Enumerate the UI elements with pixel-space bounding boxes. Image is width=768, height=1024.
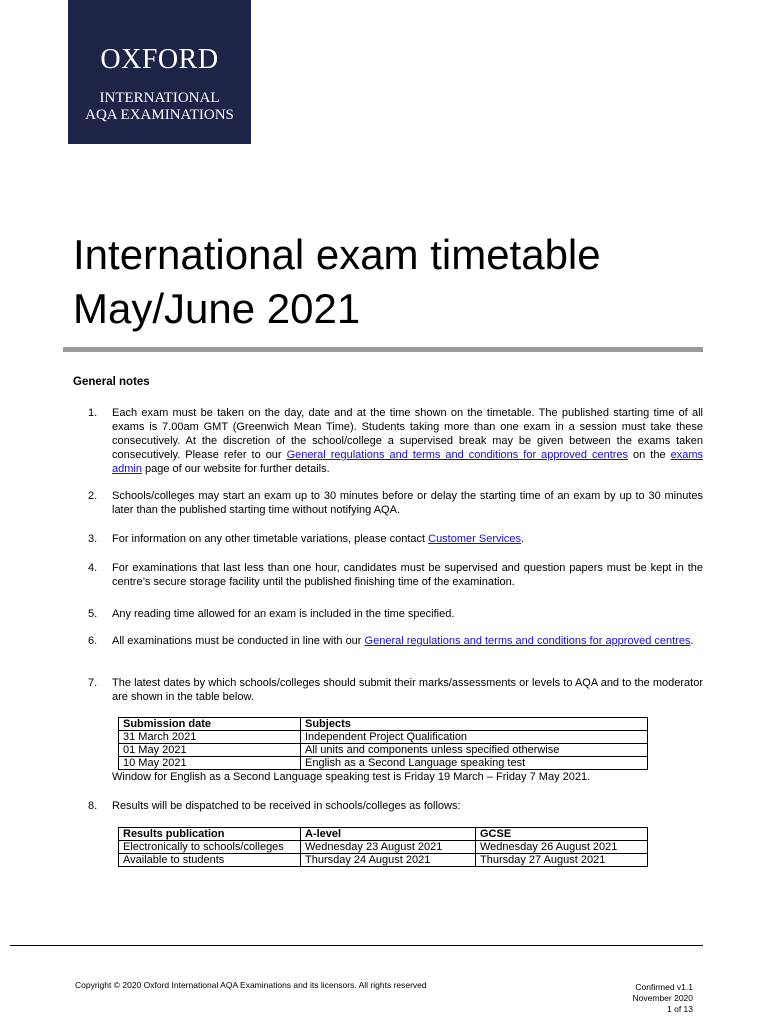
document-status <box>633 982 693 1015</box>
table-cell: 01 May 2021 <box>119 744 301 757</box>
note-number: 7. <box>88 677 98 689</box>
title-divider <box>63 347 703 352</box>
table-row <box>119 854 648 867</box>
note-body: For examinations that last less than one hour, candidates must be supervised and question papers must be kept in the centre’s secure storage facility until the published finishing time of the examination. <box>112 562 703 588</box>
table-cell: Wednesday 23 August 2021 <box>301 841 476 854</box>
note-8 <box>73 799 703 813</box>
column-header: GCSE <box>476 828 648 841</box>
note-body: For information on any other timetable variations, please contact Customer Services. <box>112 533 525 545</box>
table-cell: Thursday 27 August 2021 <box>476 854 648 867</box>
date-text: November 2020 <box>632 993 693 1003</box>
note-3 <box>73 532 703 546</box>
note-7 <box>73 676 703 704</box>
copyright-text: Copyright © 2020 Oxford International AQA Examinations and its licensors. All rights reserved <box>75 980 427 990</box>
page-title <box>73 228 713 336</box>
table-cell: Electronically to schools/colleges <box>119 841 301 854</box>
table-header-row <box>119 828 648 841</box>
table-cell: All units and components unless specified otherwise <box>301 744 648 757</box>
note-4 <box>73 561 703 589</box>
general-notes-heading: General notes <box>73 376 150 388</box>
table-cell: Wednesday 26 August 2021 <box>476 841 648 854</box>
note-1 <box>73 406 703 476</box>
note-number: 4. <box>88 562 98 574</box>
note-body: Each exam must be taken on the day, date and at the time shown on the timetable. The published starting time of all exams is 7.00am GMT (Greenwich Mean Time). Students taking more than one exam in a session must take these consecutively. At the discretion of the school/college a supervised break may be given between the exams taken consecutively. Please refer to our General regulations and terms and conditions for approved centres on the exams admin page of our website for further details. <box>112 407 703 475</box>
oxford-aqa-logo <box>68 0 251 144</box>
column-header: A-level <box>301 828 476 841</box>
results-publication-table <box>118 827 648 867</box>
column-header: Subjects <box>301 718 648 731</box>
column-header: Results publication <box>119 828 301 841</box>
note-body: All examinations must be conducted in line with our General regulations and terms and conditions for approved centres. <box>112 635 694 647</box>
note-number: 1. <box>88 407 98 419</box>
version-text: Confirmed v1.1 <box>635 982 693 992</box>
note-2 <box>73 489 703 517</box>
column-header: Submission date <box>119 718 301 731</box>
title-line-1: International exam timetable <box>73 231 601 278</box>
table-cell: Independent Project Qualification <box>301 731 648 744</box>
speaking-test-window-note: Window for English as a Second Language speaking test is Friday 19 March – Friday 7 May 2021. <box>112 771 591 783</box>
note-5 <box>73 607 703 621</box>
note-number: 5. <box>88 608 98 620</box>
table-cell: Available to students <box>119 854 301 867</box>
logo-aqa-examinations-text: AQA EXAMINATIONS <box>85 107 234 123</box>
table-row <box>119 731 648 744</box>
general-regulations-link[interactable]: General regulations and terms and conditions for approved centres <box>286 449 629 461</box>
exams-admin-link[interactable]: exams admin <box>112 449 703 475</box>
note-body: The latest dates by which schools/colleges should submit their marks/assessments or levels to AQA and to the moderator are shown in the table below. <box>112 677 703 703</box>
note-6 <box>73 634 703 648</box>
general-regulations-link-2[interactable]: General regulations and terms and conditions for approved centres <box>364 635 691 647</box>
table-cell: English as a Second Language speaking test <box>301 757 648 770</box>
note-number: 8. <box>88 800 98 812</box>
table-header-row <box>119 718 648 731</box>
note-number: 6. <box>88 635 98 647</box>
note-body: Any reading time allowed for an exam is included in the time specified. <box>112 608 455 620</box>
note-number: 3. <box>88 533 98 545</box>
footer-divider <box>10 945 703 946</box>
title-line-2: May/June 2021 <box>73 285 361 332</box>
customer-services-link[interactable]: Customer Services <box>428 533 522 545</box>
table-row <box>119 757 648 770</box>
logo-international-text: INTERNATIONAL <box>99 90 220 106</box>
table-row <box>119 841 648 854</box>
submission-dates-table <box>118 717 648 770</box>
table-cell: 10 May 2021 <box>119 757 301 770</box>
note-number: 2. <box>88 490 98 502</box>
table-cell: Thursday 24 August 2021 <box>301 854 476 867</box>
logo-oxford-text: OXFORD <box>100 44 219 75</box>
table-cell: 31 March 2021 <box>119 731 301 744</box>
page-number: 1 of 13 <box>667 1004 693 1014</box>
note-body: Results will be dispatched to be received in schools/colleges as follows: <box>112 800 461 812</box>
note-body: Schools/colleges may start an exam up to 30 minutes before or delay the starting time of an exam by up to 30 minutes later than the published starting time without notifying AQA. <box>112 490 703 516</box>
table-row <box>119 744 648 757</box>
